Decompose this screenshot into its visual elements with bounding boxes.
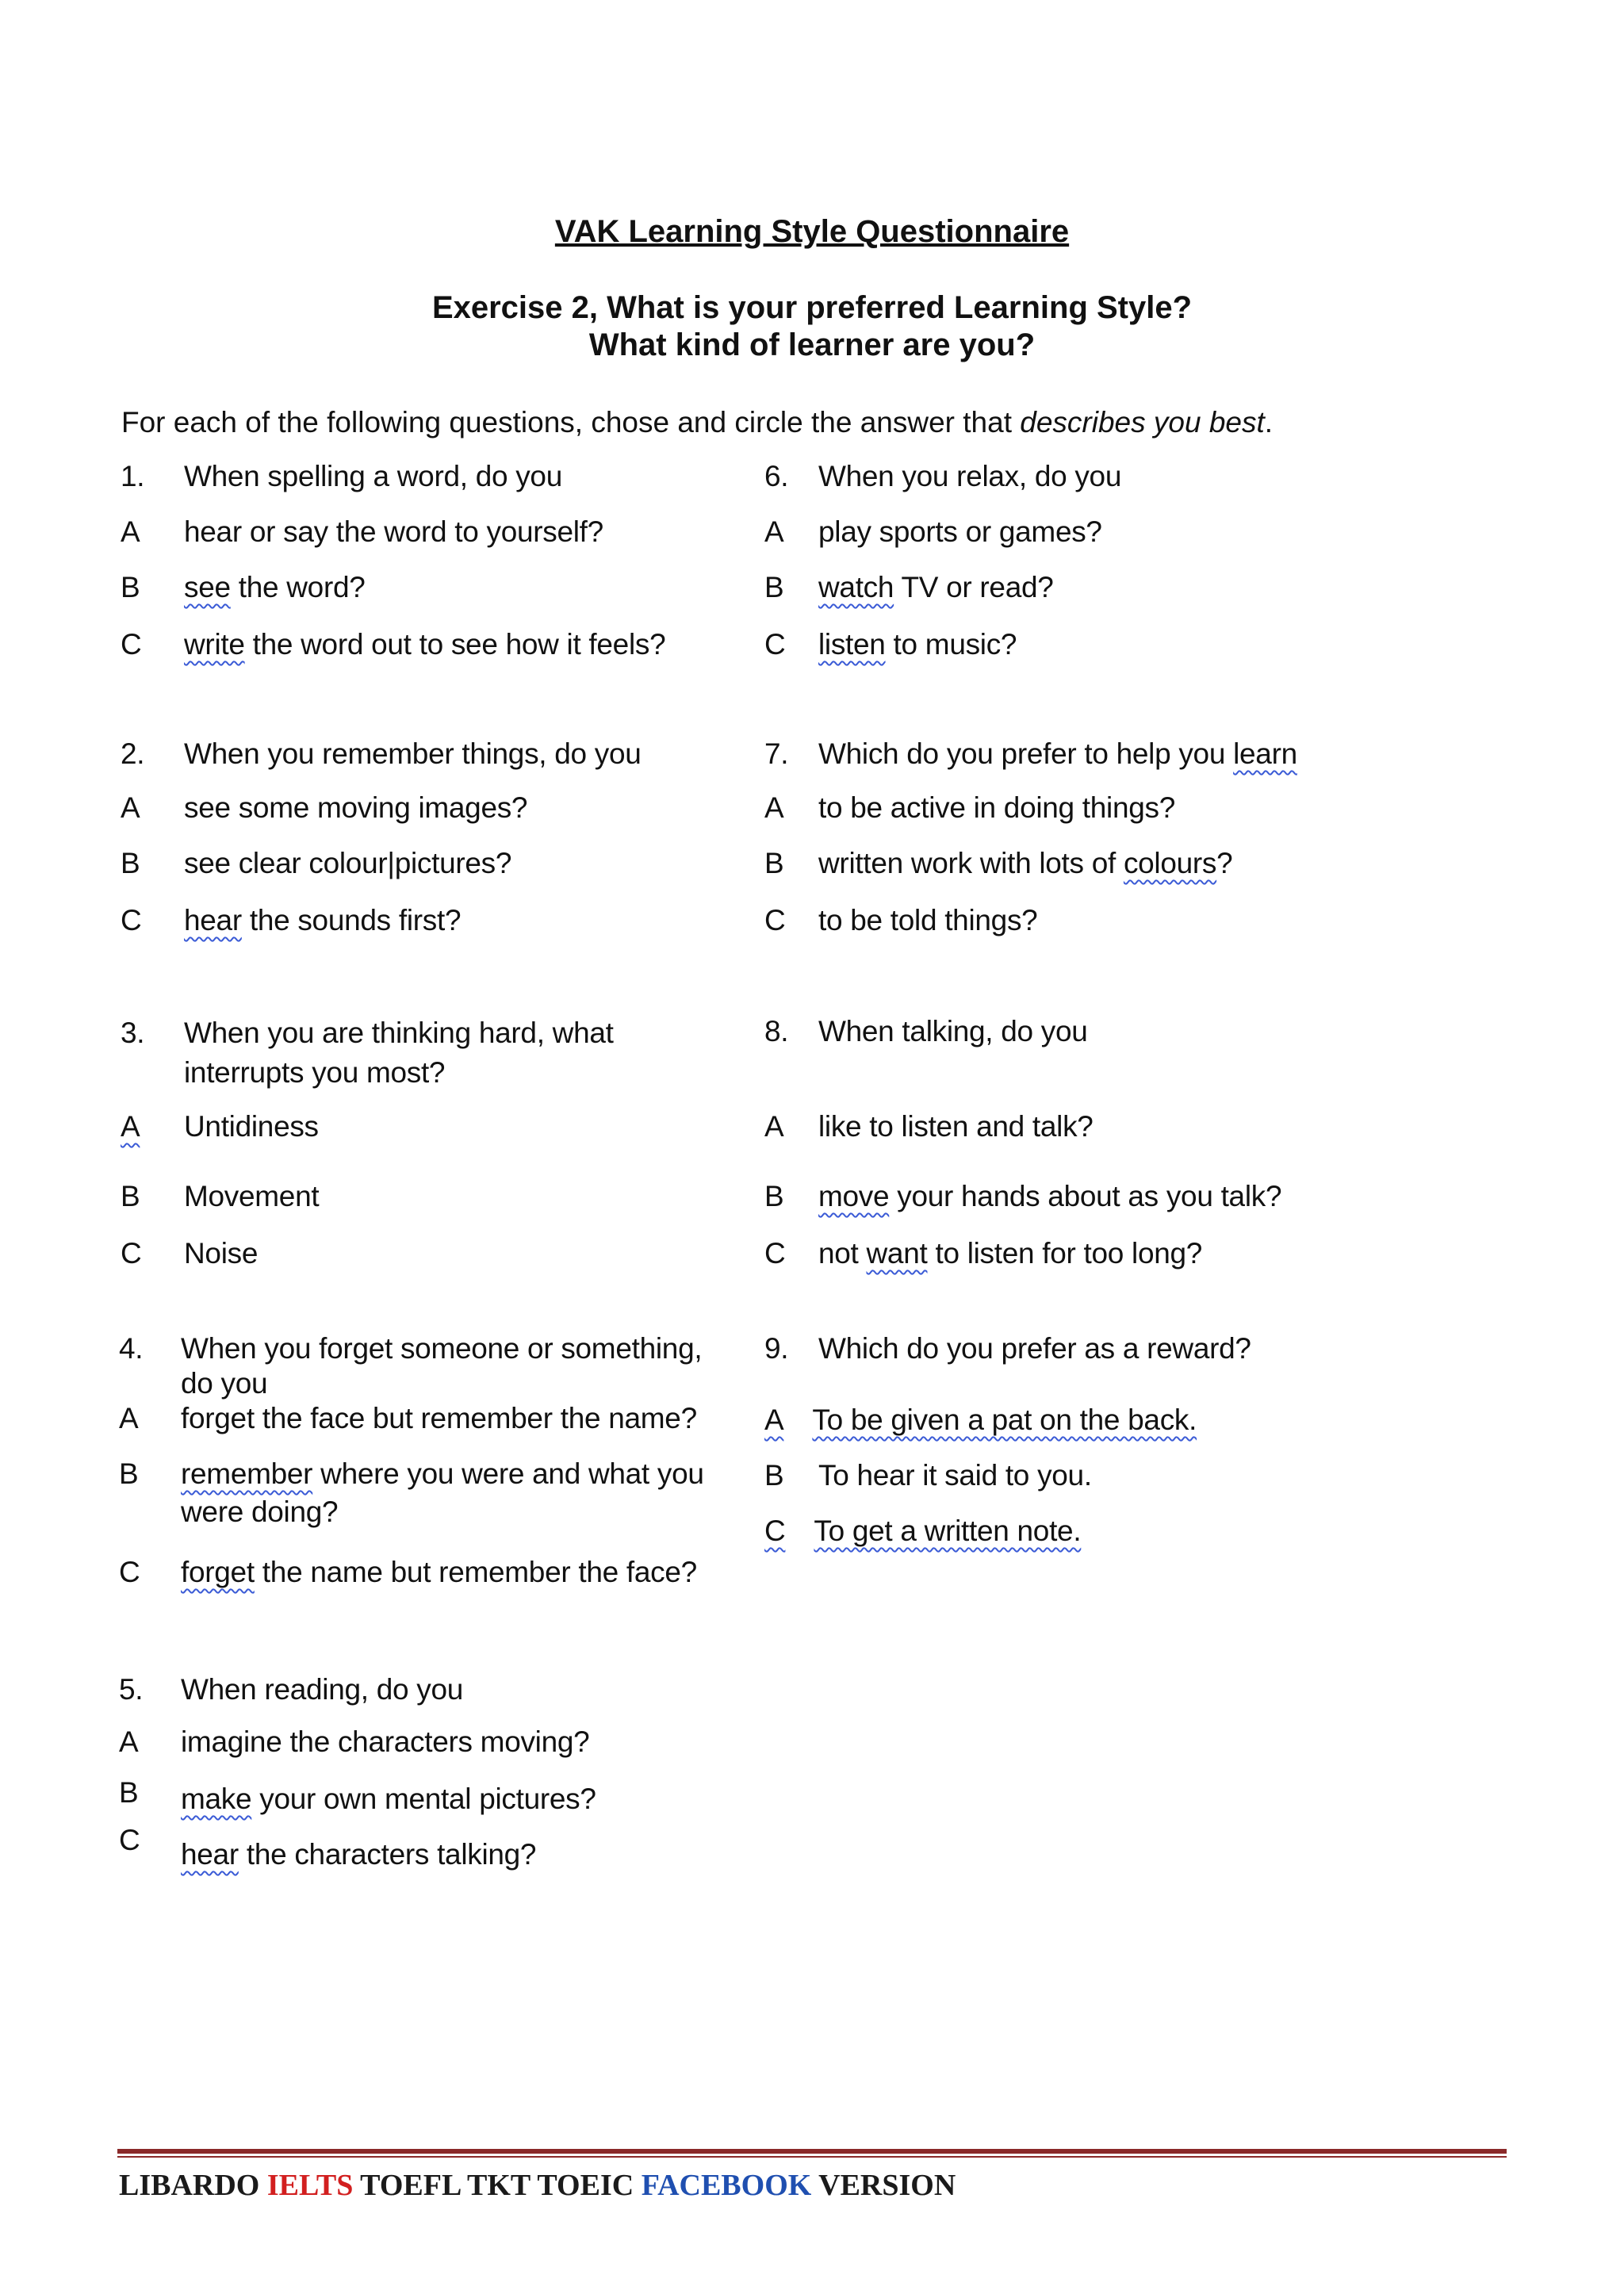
option-c-text[interactable]: Noise [184, 1237, 259, 1270]
option-letter: C [119, 1824, 140, 1856]
question-text: When reading, do you [181, 1673, 464, 1706]
option-a-text[interactable]: play sports or games? [818, 515, 1102, 548]
question-number: 5. [119, 1673, 144, 1706]
option-letter: B [119, 1776, 139, 1809]
question-text: Which do you prefer to help you learn [818, 737, 1297, 770]
option-letter: C [119, 1556, 140, 1588]
option-letter: A [764, 1110, 784, 1143]
option-c-text[interactable]: write the word out to see how it feels? [184, 628, 666, 661]
question-number: 1. [121, 460, 145, 492]
option-a-text[interactable]: imagine the characters moving? [181, 1725, 590, 1758]
option-letter: C [121, 904, 142, 936]
option-c-text[interactable]: hear the characters talking? [181, 1838, 537, 1871]
option-a-text[interactable]: forget the face but remember the name? [181, 1402, 697, 1434]
option-a-row[interactable]: A To be given a pat on the back. [764, 1404, 1197, 1436]
footer-text: LIBARDO IELTS TOEFL TKT TOEIC FACEBOOK VERSION [119, 2169, 956, 2202]
footer-facebook: FACEBOOK [641, 2169, 812, 2202]
option-a-text[interactable]: see some moving images? [184, 791, 528, 824]
option-b-text[interactable]: watch TV or read? [818, 571, 1054, 603]
option-letter: A [119, 1725, 139, 1758]
footer-rule [117, 2149, 1507, 2154]
option-c-text[interactable]: not want to listen for too long? [818, 1237, 1203, 1270]
option-b-text[interactable]: written work with lots of colours? [818, 847, 1233, 879]
subtitle-exercise: Exercise 2, What is your preferred Learning Style? [431, 290, 1193, 325]
option-letter: C [121, 1237, 142, 1270]
option-letter: B [764, 571, 784, 603]
option-b-text[interactable]: make your own mental pictures? [181, 1783, 596, 1815]
option-letter: C [764, 904, 786, 936]
option-a-text[interactable]: like to listen and talk? [818, 1110, 1094, 1143]
question-text: When you remember things, do you [184, 737, 642, 770]
option-letter: A [121, 1110, 140, 1143]
option-c-text[interactable]: listen to music? [818, 628, 1017, 661]
option-a-text[interactable]: to be active in doing things? [818, 791, 1176, 824]
option-b-text[interactable]: see clear colour|pictures? [184, 847, 512, 879]
option-b-text[interactable]: remember where you were and what you [181, 1457, 704, 1490]
option-letter: B [764, 1180, 784, 1212]
option-b-text[interactable]: To hear it said to you. [818, 1459, 1092, 1492]
option-b-text[interactable]: Movement [184, 1180, 320, 1212]
option-a-text[interactable]: Untidiness [184, 1110, 319, 1143]
question-number: 3. [121, 1017, 145, 1049]
option-letter: C [764, 628, 786, 661]
question-number: 4. [119, 1332, 144, 1365]
instructions: For each of the following questions, chose and circle the answer that describes you best. [121, 406, 1274, 439]
option-c-row[interactable]: C To get a written note. [764, 1515, 1082, 1547]
option-c-text[interactable]: hear the sounds first? [184, 904, 462, 936]
option-letter: B [764, 1459, 784, 1492]
question-number: 9. [764, 1332, 789, 1365]
option-letter: B [121, 1180, 140, 1212]
question-number: 6. [764, 460, 789, 492]
option-letter: B [119, 1457, 139, 1490]
question-number: 2. [121, 737, 145, 770]
option-b-text[interactable]: see the word? [184, 571, 366, 603]
question-text: When you forget someone or something, [181, 1332, 703, 1365]
question-text-line2: do you [181, 1367, 268, 1400]
question-text: When spelling a word, do you [184, 460, 562, 492]
question-number: 7. [764, 737, 789, 770]
option-letter: C [764, 1237, 786, 1270]
footer-rule-thin [117, 2156, 1507, 2158]
option-letter: A [121, 515, 140, 548]
question-text: Which do you prefer as a reward? [818, 1332, 1251, 1365]
footer-ielts: IELTS [266, 2169, 354, 2202]
option-letter: B [121, 847, 140, 879]
option-letter: A [121, 791, 140, 824]
instructions-emphasis: describes you best [1020, 406, 1265, 439]
page-title: VAK Learning Style Questionnaire [554, 214, 1070, 249]
option-letter: A [764, 791, 784, 824]
question-text-line2: interrupts you most? [184, 1056, 446, 1089]
question-text: When you relax, do you [818, 460, 1122, 492]
question-text: When you are thinking hard, what [184, 1017, 614, 1049]
question-number: 8. [764, 1015, 789, 1047]
option-c-text[interactable]: forget the name but remember the face? [181, 1556, 697, 1588]
question-text: When talking, do you [818, 1015, 1088, 1047]
option-b-text-line2: were doing? [181, 1496, 339, 1528]
subtitle-question: What kind of learner are you? [588, 327, 1036, 362]
option-letter: A [764, 515, 784, 548]
option-letter: B [121, 571, 140, 603]
option-letter: C [121, 628, 142, 661]
option-a-text[interactable]: hear or say the word to yourself? [184, 515, 603, 548]
option-letter: B [764, 847, 784, 879]
option-c-text[interactable]: to be told things? [818, 904, 1038, 936]
option-letter: A [119, 1402, 139, 1434]
option-b-text[interactable]: move your hands about as you talk? [818, 1180, 1282, 1212]
